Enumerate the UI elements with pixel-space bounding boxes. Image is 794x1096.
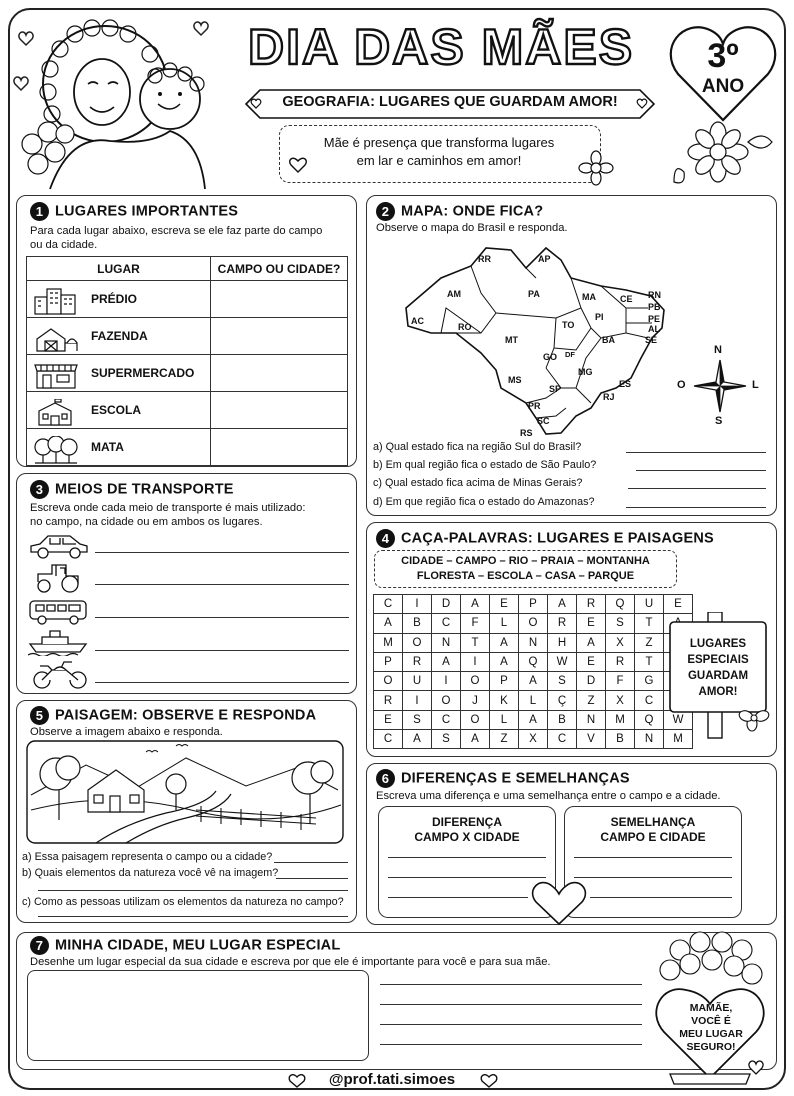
quote-line-1: Mãe é presença que transforma lugares [323,135,555,150]
grid-cell[interactable]: A [519,710,548,729]
difference-title-2: CAMPO X CIDADE [414,830,520,844]
grid-cell[interactable]: Z [635,633,664,652]
landscape-question: b) Quais elementos da natureza você vê na imagem? [22,867,279,879]
grid-cell[interactable]: D [577,672,606,691]
subtitle: GEOGRAFIA: LUGARES QUE GUARDAM AMOR! [282,94,618,110]
grid-cell[interactable]: Q [635,710,664,729]
grid-cell[interactable]: O [461,710,490,729]
section-6-title [376,769,630,788]
map-question: b) Em qual região fica o estado de São Paulo? [373,459,597,471]
section-7-title-text: MINHA CIDADE, MEU LUGAR ESPECIAL [55,937,341,954]
bus-icon [28,598,90,626]
section-3-desc-line-2: no campo, na cidade ou em ambos os lugares. [30,516,263,528]
grid-cell[interactable]: A [374,614,403,633]
section-5-number: 5 [30,706,49,725]
section-1-title-text: LUGARES IMPORTANTES [55,203,239,220]
similarity-title [564,815,742,845]
grid-cell[interactable]: L [490,614,519,633]
map-label: GO [543,352,558,362]
grid-cell[interactable]: O [461,672,490,691]
grid-cell[interactable]: E [490,595,519,614]
places-table [26,256,348,466]
grid-cell[interactable]: A [490,633,519,652]
supermarket-icon [33,361,79,392]
answer-line[interactable] [38,916,348,917]
grid-cell[interactable]: N [577,710,606,729]
place-label: ESCOLA [91,403,142,417]
heart-icon [530,880,588,928]
section-4-title-text: CAÇA-PALAVRAS: LUGARES E PAISAGENS [401,530,714,547]
table-row [27,318,348,355]
grid-cell[interactable]: X [519,730,548,749]
answer-line[interactable] [388,857,546,858]
vase-line: MEU LUGAR [679,1028,743,1040]
section-1-desc [30,224,322,252]
answer-line[interactable] [626,507,766,508]
grid-cell[interactable]: L [490,710,519,729]
compass-s: S [715,415,723,427]
grid-cell[interactable]: A [519,672,548,691]
quote-text [300,134,578,170]
grid-cell[interactable]: K [490,691,519,710]
section-3-number: 3 [30,480,49,499]
answer-line[interactable] [38,890,348,891]
grid-row [374,595,693,614]
grid-row [374,710,693,729]
grid-cell[interactable]: J [461,691,490,710]
grid-cell[interactable]: F [606,672,635,691]
map-label: AM [447,289,461,299]
map-label: CE [620,294,633,304]
flower-icon [578,150,614,186]
section-2-number: 2 [376,202,395,221]
grid-cell[interactable]: P [374,652,403,671]
vase-line: SEGURO! [686,1041,736,1053]
grid-cell[interactable]: X [606,691,635,710]
page-title: DIA DAS MÃES [248,19,635,75]
grid-cell[interactable]: E [577,614,606,633]
grid-cell[interactable]: N [519,633,548,652]
section-4-title [376,529,714,548]
boat-icon [28,628,90,656]
section-2-desc: Observe o mapa do Brasil e responda. [376,222,568,234]
grid-cell[interactable]: A [461,730,490,749]
grid-cell[interactable]: R [548,614,577,633]
section-5-title [30,706,316,725]
grid-cell[interactable]: O [519,614,548,633]
place-label: MATA [91,440,124,454]
grid-cell[interactable]: Q [519,652,548,671]
grid-cell[interactable]: I [403,691,432,710]
map-label: ES [619,379,632,389]
grid-cell[interactable]: I [403,595,432,614]
vase-line: MAMÃE, [689,1002,733,1014]
section-3-title [30,480,234,499]
section-5-title-text: PAISAGEM: OBSERVE E RESPONDA [55,707,317,724]
grid-cell[interactable]: M [606,710,635,729]
grid-cell[interactable]: O [403,633,432,652]
grid-cell[interactable]: C [432,614,461,633]
sign-text [670,636,766,700]
section-4-number: 4 [376,529,395,548]
section-6-desc: Escreva uma diferença e uma semelhança entre o campo e a cidade. [376,790,721,802]
sign-line: GUARDAM [687,670,749,682]
grid-cell[interactable]: B [548,710,577,729]
answer-line[interactable] [626,452,766,453]
grid-cell[interactable]: S [548,672,577,691]
sign-line: LUGARES [689,638,747,650]
table-row [27,392,348,429]
grid-cell[interactable]: Q [606,595,635,614]
grid-cell[interactable]: A [548,595,577,614]
difference-title [378,815,556,845]
map-label: AL [648,324,660,334]
grid-row [374,614,693,633]
grid-cell[interactable]: Z [577,691,606,710]
sign-line: AMOR! [698,686,738,698]
grid-cell[interactable]: T [461,633,490,652]
vase-text [668,1002,754,1054]
grid-cell[interactable]: N [635,730,664,749]
answer-cell[interactable] [211,392,348,429]
map-label: MS [508,375,522,385]
map-label: BA [602,335,615,345]
word-search-grid [373,594,693,749]
answer-line[interactable] [574,857,732,858]
answer-cell[interactable] [211,429,348,466]
answer-line[interactable] [636,470,766,471]
countryside-landscape-image [26,740,344,844]
grid-cell[interactable]: E [374,710,403,729]
answer-line[interactable] [628,488,766,489]
map-label: TO [562,320,575,330]
answer-line[interactable] [276,878,348,879]
answer-line[interactable] [95,617,349,618]
grid-row [374,633,693,652]
grid-cell[interactable]: I [432,672,461,691]
grid-cell[interactable]: B [403,614,432,633]
section-2-title-text: MAPA: ONDE FICA? [401,203,544,220]
answer-line[interactable] [590,897,732,898]
author-handle: @prof.tati.simoes [328,1071,456,1088]
tractor-icon [32,562,84,594]
map-label: MG [578,367,593,377]
map-question: d) Em que região fica o estado do Amazonas? [373,496,595,508]
map-label: PR [528,401,541,411]
answer-line[interactable] [380,984,642,985]
section-7-title [30,936,340,955]
similarity-title-2: CAMPO E CIDADE [600,830,706,844]
answer-line[interactable] [95,584,349,585]
heart-icon [480,1073,498,1089]
map-label: RO [458,322,472,332]
section-3-desc-line-1: Escreva onde cada meio de transporte é mais utilizado: [30,502,306,514]
grid-cell[interactable]: R [606,652,635,671]
place-label: SUPERMERCADO [91,366,195,380]
compass-n: N [714,344,722,356]
flower-bouquet-icon [670,112,778,194]
answer-line[interactable] [380,1044,642,1045]
grid-row [374,691,693,710]
grid-cell[interactable]: P [519,595,548,614]
answer-line[interactable] [388,877,546,878]
map-label: DF [565,350,575,359]
map-label: RN [648,290,661,300]
place-label: PRÉDIO [91,292,138,306]
heart-icon [288,1073,306,1089]
map-question: a) Qual estado fica na região Sul do Brasil? [373,441,582,453]
grid-cell[interactable]: N [432,633,461,652]
grid-cell[interactable]: C [548,730,577,749]
answer-line[interactable] [380,1004,642,1005]
table-row [27,281,348,318]
map-label: RS [520,428,533,438]
grid-cell[interactable]: M [664,730,693,749]
answer-cell[interactable] [211,355,348,392]
map-label: SE [645,335,658,345]
map-label: MT [505,335,518,345]
drawing-area[interactable] [27,970,369,1061]
landscape-question: c) Como as pessoas utilizam os elementos da natureza no campo? [22,896,344,908]
map-label: AP [538,254,551,264]
grid-cell[interactable]: L [519,691,548,710]
grid-cell[interactable]: U [635,595,664,614]
map-label: PB [648,302,661,312]
section-1-desc-line-1: Para cada lugar abaixo, escreva se ele faz parte do campo [30,225,323,237]
grade-word: ANO [701,76,745,97]
grid-cell[interactable]: S [432,730,461,749]
compass-l: L [752,379,759,391]
grid-cell[interactable]: M [374,633,403,652]
answer-line[interactable] [95,682,349,683]
section-6-number: 6 [376,769,395,788]
grid-cell[interactable]: A [577,633,606,652]
word-bank-line-1: CIDADE – CAMPO – RIO – PRAIA – MONTANHA [401,555,650,567]
grid-cell[interactable]: T [635,614,664,633]
grid-cell[interactable]: E [577,652,606,671]
map-label: PE [648,314,661,324]
grid-cell[interactable]: D [432,595,461,614]
section-3-title-text: MEIOS DE TRANSPORTE [55,481,234,498]
section-6-title-text: DIFERENÇAS E SEMELHANÇAS [401,770,630,787]
grid-cell[interactable]: C [374,595,403,614]
motorcycle-icon [30,658,90,690]
grid-row [374,672,693,691]
answer-line[interactable] [574,877,732,878]
section-5-desc: Observe a imagem abaixo e responda. [30,726,223,738]
grid-cell[interactable]: A [432,652,461,671]
grid-cell[interactable]: Ç [548,691,577,710]
grid-cell[interactable]: A [403,730,432,749]
compass-rose-icon [690,356,750,416]
grid-cell[interactable]: O [432,691,461,710]
answer-cell[interactable] [211,281,348,318]
section-1-title [30,202,238,221]
map-label: SC [537,416,550,426]
forest-icon [33,436,79,467]
section-3-desc [30,501,306,529]
grid-row [374,652,693,671]
grid-cell[interactable]: W [664,710,693,729]
mother-child-illustration [10,14,235,194]
grid-cell[interactable]: T [635,652,664,671]
grid-cell[interactable]: V [577,730,606,749]
difference-title-1: DIFERENÇA [431,815,502,829]
school-icon [33,399,79,430]
answer-line[interactable] [95,650,349,651]
grid-cell[interactable]: C [432,710,461,729]
grid-cell[interactable]: B [606,730,635,749]
map-label: AC [411,316,424,326]
map-label: MA [582,292,596,302]
grid-cell[interactable]: W [548,652,577,671]
grid-cell[interactable]: I [461,652,490,671]
grid-cell[interactable]: R [403,652,432,671]
grid-cell[interactable]: O [374,672,403,691]
grid-cell[interactable]: Z [490,730,519,749]
grid-cell[interactable]: E [664,595,693,614]
section-7-number: 7 [30,936,49,955]
farm-icon [33,325,79,356]
landscape-question: a) Essa paisagem representa o campo ou a cidade? [22,851,273,863]
section-1-desc-line-2: ou da cidade. [30,239,98,251]
car-icon [28,532,90,560]
similarity-title-1: SEMELHANÇA [610,815,696,829]
grid-cell[interactable]: R [374,691,403,710]
answer-line[interactable] [95,552,349,553]
map-label: RJ [603,392,615,402]
col-header-lugar: LUGAR [27,257,211,281]
building-icon [33,287,79,318]
grid-cell[interactable]: F [461,614,490,633]
map-label: PA [528,289,540,299]
answer-line[interactable] [388,897,528,898]
word-bank-line-2: FLORESTA – ESCOLA – CASA – PARQUE [416,570,635,582]
answer-line[interactable] [380,1024,642,1025]
grid-cell[interactable]: H [548,633,577,652]
grid-cell[interactable]: U [403,672,432,691]
grid-cell[interactable]: A [461,595,490,614]
map-label: RR [478,254,491,264]
grid-cell[interactable]: A [490,652,519,671]
grid-row [374,730,693,749]
col-header-campo-cidade: CAMPO OU CIDADE? [211,257,348,281]
word-bank-words [374,554,677,584]
grid-cell[interactable]: X [606,633,635,652]
map-question: c) Qual estado fica acima de Minas Gerais? [373,477,583,489]
compass-o: O [677,379,686,391]
grid-cell[interactable]: G [635,672,664,691]
section-2-title [376,202,543,221]
grid-cell[interactable]: S [403,710,432,729]
section-1-number: 1 [30,202,49,221]
sign-line: ESPECIAIS [687,654,749,666]
table-row [27,355,348,392]
quote-line-2: em lar e caminhos em amor! [356,153,522,168]
grid-cell[interactable]: P [490,672,519,691]
table-row [27,429,348,466]
place-label: FAZENDA [91,329,148,343]
grade-number: 3º [707,37,739,75]
map-label: SP [549,384,562,394]
grid-cell[interactable]: R [577,595,606,614]
map-label: PI [595,312,604,322]
grid-cell[interactable]: S [606,614,635,633]
answer-cell[interactable] [211,318,348,355]
grid-cell[interactable]: C [374,730,403,749]
answer-line[interactable] [274,862,348,863]
vase-line: VOCÊ É [691,1015,731,1027]
section-7-desc: Desenhe um lugar especial da sua cidade e escreva por que ele é importante para você e para sua mãe. [30,956,551,968]
grid-cell[interactable]: C [635,691,664,710]
